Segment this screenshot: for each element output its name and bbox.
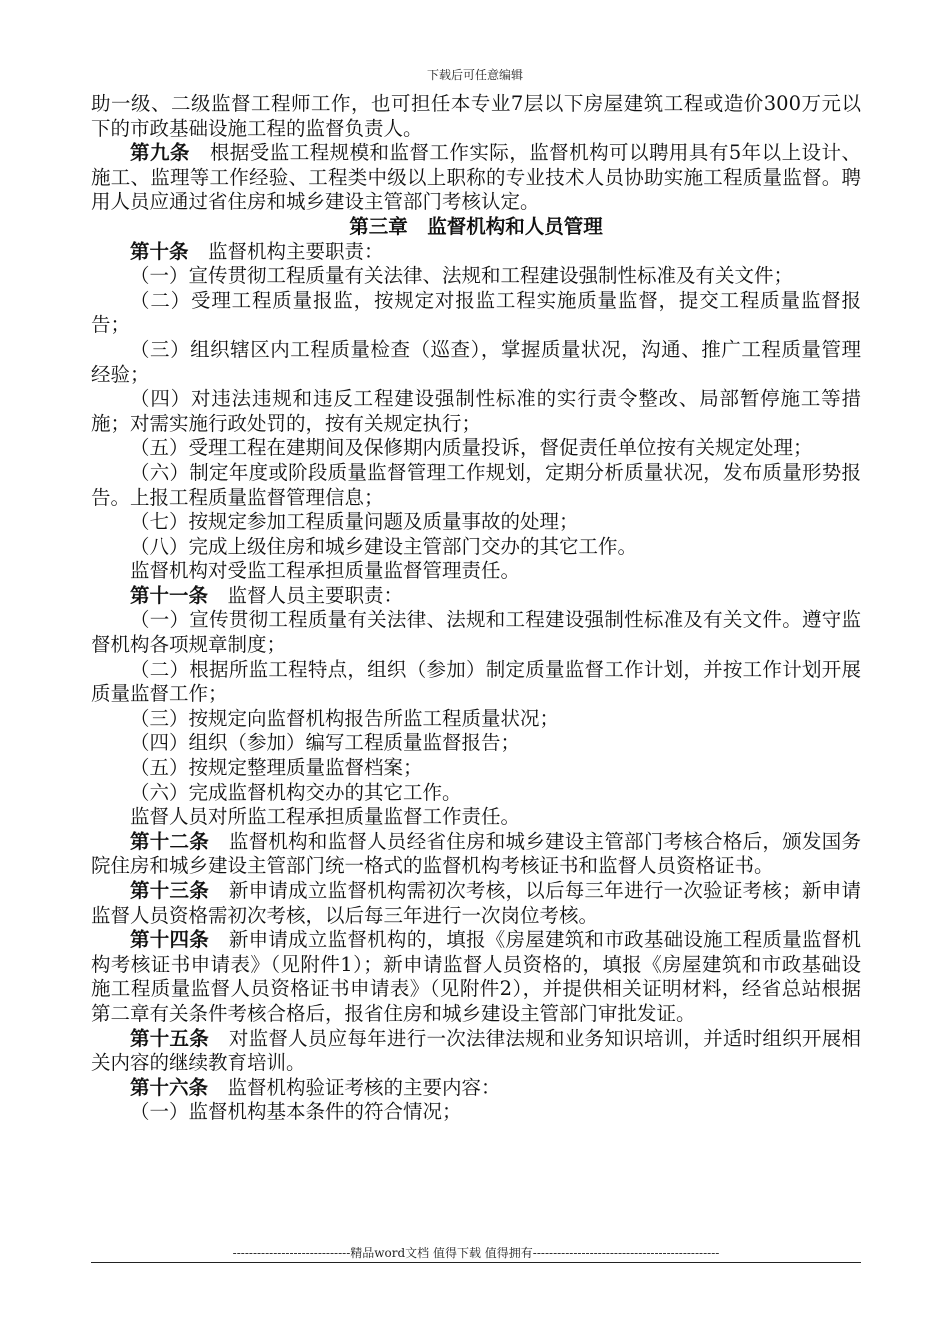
paragraph-text: （六）完成监督机构交办的其它工作。 <box>130 780 462 804</box>
paragraph-text: 根据受监工程规模和监督工作实际，监督机构可以聘用具有5年以上设计、施工、监理等工作经验、工程类中级以上职称的专业技术人员协助实施工程质量监督。聘用人员应通过省住房和城乡建设主管部门考核认定。 <box>91 141 861 214</box>
paragraph-text: 监督机构主要职责： <box>188 239 384 263</box>
article-heading: 第十一条 <box>130 583 209 607</box>
paragraph-text: 助一级、二级监督工程师工作，也可担任本专业7层以下房屋建筑工程或造价300万元以下的市政基础设施工程的监督负责人。 <box>91 92 861 140</box>
paragraph <box>91 805 861 830</box>
paragraph-text: （七）按规定参加工程质量问题及质量事故的处理； <box>130 510 579 534</box>
article-16 <box>91 1076 861 1101</box>
article-heading: 第十五条 <box>130 1026 210 1050</box>
article-10 <box>91 240 861 265</box>
list-item <box>91 1100 861 1125</box>
paragraph-text: 对监督人员应每年进行一次法律法规和业务知识培训，并适时组织开展相关内容的继续教育培训。 <box>91 1026 861 1075</box>
paragraph-text: （一）宣传贯彻工程质量有关法律、法规和工程建设强制性标准及有关文件； <box>130 264 794 288</box>
paragraph-text: （三）组织辖区内工程质量检查（巡查），掌握质量状况，沟通、推广工程质量管理经验； <box>91 337 861 386</box>
page-header: 下载后可任意编辑 <box>426 68 523 82</box>
article-heading: 第十二条 <box>130 829 210 853</box>
paragraph-text: （二）根据所监工程特点，组织（参加）制定质量监督工作计划，并按工作计划开展质量监督工作； <box>91 657 861 706</box>
list-item <box>91 731 861 756</box>
paragraph-text: （一）宣传贯彻工程质量有关法律、法规和工程建设强制性标准及有关文件。遵守监督机构各项规章制度； <box>91 608 861 657</box>
paragraph-text: （四）组织（参加）编写工程质量监督报告； <box>130 731 521 755</box>
paragraph-text: 监督机构验证考核的主要内容： <box>208 1075 501 1099</box>
paragraph-text: （五）受理工程在建期间及保修期内质量投诉，督促责任单位按有关规定处理； <box>130 436 813 460</box>
list-item <box>91 781 861 806</box>
article-heading: 第十四条 <box>130 928 210 952</box>
list-item <box>91 264 861 289</box>
paragraph-text: 监督人员对所监工程承担质量监督工作责任。 <box>130 805 521 829</box>
paragraph-text: 新申请成立监督机构需初次考核，以后每三年进行一次验证考核；新申请监督人员资格需初次考核，以后每三年进行一次岗位考核。 <box>91 879 861 927</box>
list-item <box>91 510 861 535</box>
list-item <box>91 608 861 657</box>
paragraph-text: （八）完成上级住房和城乡建设主管部门交办的其它工作。 <box>130 534 638 558</box>
page-footer: -----------------------------精品word文档 值得下载 值得拥有---------------------------------------------- <box>232 1246 720 1260</box>
paragraph-text: （五）按规定整理质量监督档案； <box>130 756 423 780</box>
paragraph-text: 监督机构对受监工程承担质量监督管理责任。 <box>130 559 521 583</box>
article-14 <box>91 928 861 1026</box>
list-item <box>91 756 861 781</box>
list-item <box>91 707 861 732</box>
article-11 <box>91 584 861 609</box>
paragraph-text: （四）对违法违规和违反工程建设强制性标准的实行责令整改、局部暂停施工等措施；对需实施行政处罚的，按有关规定执行； <box>91 387 861 435</box>
paragraph-text: （三）按规定向监督机构报告所监工程质量状况； <box>130 706 560 730</box>
article-heading: 第十三条 <box>130 879 210 902</box>
article-9 <box>91 141 861 215</box>
paragraph <box>91 559 861 584</box>
paragraph-text: （一）监督机构基本条件的符合情况； <box>130 1100 462 1124</box>
article-15 <box>91 1027 861 1076</box>
article-heading: 第十六条 <box>130 1075 209 1099</box>
article-heading: 第十条 <box>130 239 189 263</box>
chapter-heading: 第三章 监督机构和人员管理 <box>349 214 603 238</box>
footer-divider <box>91 1262 861 1263</box>
paragraph-text: 监督机构和监督人员经省住房和城乡建设主管部门考核合格后，颁发国务院住房和城乡建设主管部门统一格式的监督机构考核证书和监督人员资格证书。 <box>91 829 861 878</box>
paragraph <box>91 92 861 141</box>
list-item <box>91 338 861 387</box>
list-item <box>91 436 861 461</box>
list-item <box>91 461 861 510</box>
article-12 <box>91 830 861 879</box>
paragraph-text: （六）制定年度或阶段质量监督管理工作规划，定期分析质量状况，发布质量形势报告。上报工程质量监督管理信息； <box>91 460 861 509</box>
paragraph-text: 监督人员主要职责： <box>208 583 404 607</box>
list-item <box>91 535 861 560</box>
article-13 <box>91 879 861 928</box>
list-item <box>91 387 861 436</box>
article-heading: 第九条 <box>130 141 190 165</box>
list-item <box>91 289 861 338</box>
list-item <box>91 658 861 707</box>
paragraph-text: （二）受理工程质量报监，按规定对报监工程实施质量监督，提交工程质量监督报告； <box>91 288 861 337</box>
paragraph-text: 新申请成立监督机构的，填报《房屋建筑和市政基础设施工程质量监督机构考核证书申请表》（见附件1）；新申请监督人员资格的，填报《房屋建筑和市政基础设施工程质量监督人员资格证书申请表》（见附件2），并提供相关证明材料，经省总站根据第二章有关条件考核合格后，报省住房和城乡建设主管部门审批发证。 <box>91 928 861 1025</box>
document-body <box>91 92 861 1125</box>
